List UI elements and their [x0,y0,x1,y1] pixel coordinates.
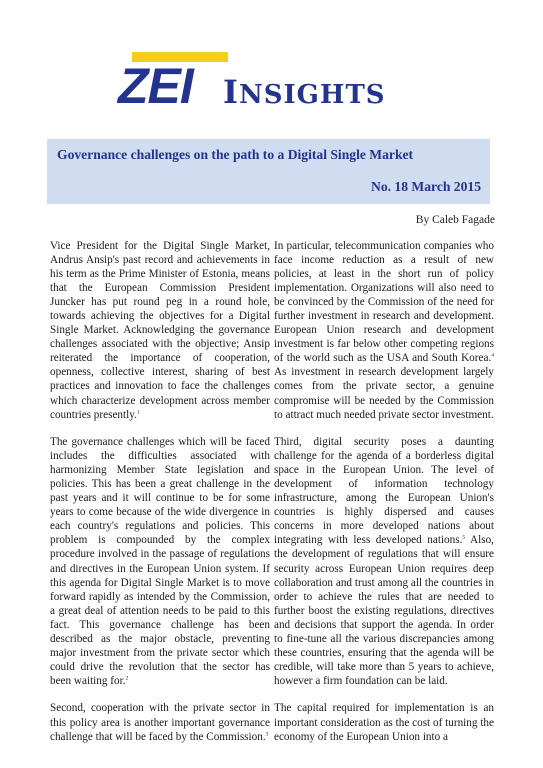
logo-insights-text [223,72,386,115]
paragraph [274,435,494,688]
logo-zei-text: ZEI [118,58,193,114]
footnote-ref: 5 [462,534,466,541]
paragraph [274,239,494,422]
paragraph-text: The governance challenges which will be faced includes the difficulties associated with harmonizing Member State legislation and policies. This has been a great challenge in the past years and it will continue to be for some years to come because of the wide divergence in each country's regulations and policies. This problem is compounded by the complex procedure involved in the passage of regulations and directives in the European Union system. If this agenda for Digital Single Market is to move forward rapidly as intended by the Commission, a great deal of attention needs to be paid to this fact. This governance challenge has been described as the major obstacle, preventing major investment from the private sector which could drive the revolution that the sector has been waiting for. [50,436,270,687]
page-title: Governance challenges on the path to a Digital Single Market [57,147,414,162]
paragraph [50,701,270,743]
paragraph-text: As investment in research development largely comes from the private sector, a genuine compromise will be needed by the Commission to attract much needed private sector investment. [274,366,494,421]
paragraph-text: Vice President for the Digital Single Market, Andrus Ansip's past record and achievements in his term as the Prime Minister of Estonia, means that the European Commission President Juncker has put round peg in a round hole, towards achieving the objectives for a Digital Single Market. Acknowledging the governance challenges associated with the objective; Ansip reiterated the importance of cooperation, openness, collective interest, sharing of best practices and innovation to face the challenges which characterize development across member countries presently. [50,240,270,421]
paragraph [50,239,270,422]
paragraph-text: Also, the development of regulations that will ensure security across European Union requires deep collaboration and trust among all the countries in order to achieve the rules that are needed to further boost the existing regulations, directives and decisions that support the agenda. In order to fine-tune all the various discrepancies among these countries, ensuring that the agenda will be credible, will take more than 5 years to achieve, however a firm foundation can be laid. [274,534,494,687]
footnote-ref: 2 [125,675,129,682]
paragraph-text: Second, cooperation with the private sector in this policy area is another important governance challenge that will be faced by the Commission. [50,702,270,743]
author-byline: By Caleb Fagade [415,214,495,226]
logo-insights-rest: NSIGHTS [238,80,386,110]
footnote-ref: 1 [136,408,140,415]
paragraph-text: In particular, telecommunication companies who face income reduction as a result of new policies, at least in the short run of policy implementation. Organizations will also need to be convinced by the Commission of the need for further investment in research and development. European Union research and development investment is far below other competing regions of the world such as the USA and South Korea. [274,240,494,365]
logo-insights-initial: I [223,73,239,111]
paragraph-text: Third, digital security poses a daunting challenge for the agenda of a borderless digital space in the European Union. The level of development of information technology infrastructure, among the European Union's countries is highly dispersed and causes concerns in more developed nations about integrating with less developed nations. [274,436,494,547]
issue-label: No. 18 March 2015 [371,179,481,194]
right-column [274,239,494,757]
paragraph [50,435,270,688]
paragraph-text: The capital required for implementation is an important consideration as the cost of turning the economy of the European Union into a [274,702,494,743]
paragraph [274,701,494,743]
footnote-ref: 3 [265,730,269,737]
footnote-ref: 4 [491,352,494,359]
title-band [47,139,490,204]
left-column [50,239,270,757]
